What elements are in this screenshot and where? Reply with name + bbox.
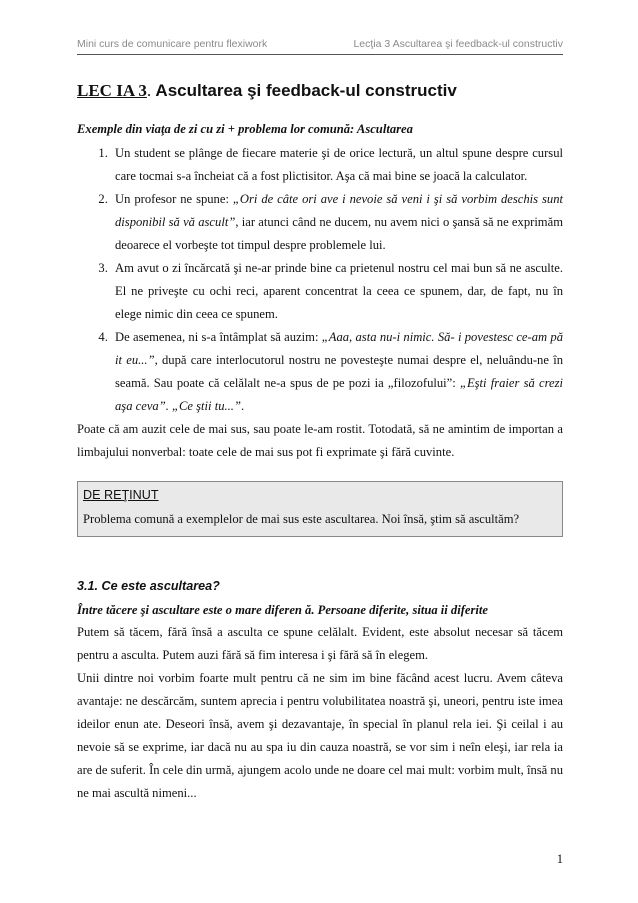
examples-list xyxy=(77,142,563,418)
examples-intro: Exemple din viaţa de zi cu zi + problema lor comună: Ascultarea xyxy=(77,122,413,136)
header-course-title: Mini curs de comunicare pentru flexiwork xyxy=(77,38,268,50)
lesson-title xyxy=(77,80,563,102)
section-subheading: Între tăcere şi ascultare este o mare diferen ă. Persoane diferite, situa ii diferite xyxy=(77,603,489,617)
example-text: De asemenea, ni s-a întâmplat să auzim: xyxy=(115,330,322,344)
lesson-subtitle: Ascultarea şi feedback-ul constructiv xyxy=(155,81,457,100)
note-box-text: Problema comună a exemplelor de mai sus este ascultarea. Noi însă, ştim să ascultăm? xyxy=(83,512,520,526)
closing-paragraph: Poate că am auzit cele de mai sus, sau poate le-am rostit. Totodată, să ne amintim de importan a limbajului nonverbal: toate cele de mai sus pot fi exprimate şi fără cuvinte. xyxy=(77,422,563,459)
example-text-after: , după care interlocutorul nostru ne povesteşte numai despre el, neluându-ne în seamă. Sau poate că celălalt ne-a spus de pe pozi ia „filozofului”: xyxy=(115,353,563,390)
lesson-number: LEC IA 3 xyxy=(77,81,147,100)
title-separator: . xyxy=(146,81,152,100)
example-text-after: , iar atunci când ne ducem, nu avem nici o şansă să ne exprimăm deoarece el vorbeşte tot timpul despre problemele lui. xyxy=(115,215,563,252)
section-heading: 3.1. Ce este ascultarea? xyxy=(77,579,220,593)
section-paragraph: Putem să tăcem, fără însă a asculta ce spune celălalt. Evident, este absolut necesar să tăcem pentru a asculta. Putem auzi fără să fim interesa i şi fără să în elegem. xyxy=(77,625,563,662)
example-text: Am avut o zi încărcată şi ne-ar prinde bine ca prietenul nostru cel mai bun să ne asculte. El ne priveşte cu ochi reci, aparent concentrat la ceea ce spunem, dar, de fapt, nu în elege nimic din ceea ce spunem. xyxy=(115,261,563,321)
example-quote: „Aaa, asta nu-i nimic. Să- i povestesc ce-am pă it eu...” xyxy=(115,330,563,367)
example-text: Un student se plânge de fiecare materie şi de orice lectură, un altul spune despre cursul care tocmai s-a încheiat că a fost plictisitor. Aşa că mai bine se joacă la calculator. xyxy=(115,146,563,183)
example-quote: „Ori de câte ori ave i nevoie să veni i şi să vorbim deschis sunt disponibil să vă ascult” xyxy=(115,192,563,229)
note-box-title: DE REŢINUT xyxy=(83,488,159,502)
example-text: Un profesor ne spune: xyxy=(115,192,233,206)
page-content xyxy=(77,80,563,805)
list-item xyxy=(111,257,563,326)
list-item xyxy=(111,142,563,188)
section-paragraph: Unii dintre noi vorbim foarte mult pentru că ne sim im bine făcând acest lucru. Avem câteva avantaje: ne descărcăm, suntem aprecia i pentru volubilitatea noastră şi, uneori, pentru iste imea ideilor enun ate. Deseori însă, avem şi dezavantaje, în special în planul rela iei. Şi ceilal i au nevoie să se exprime, iar dacă nu au spa iu din cauza noastră, se vor sim i neîn eleşi, iar rela ia are de suferit. În cele din urmă, ajungem acolo unde ne doare cel mai mult: vorbim mult, însă nu ne mai ascultă nimeni... xyxy=(77,671,563,800)
list-item xyxy=(111,326,563,418)
note-box xyxy=(77,481,563,537)
list-item xyxy=(111,188,563,257)
header-divider xyxy=(77,54,563,55)
header-lesson-title: Lecţia 3 Ascultarea şi feedback-ul constructiv xyxy=(353,38,563,50)
example-text-end: . xyxy=(240,399,245,413)
example-quote-philosopher: „Eşti fraier să crezi aşa ceva”. „Ce ştii tu...” xyxy=(115,376,563,413)
page-number: 1 xyxy=(556,852,563,866)
